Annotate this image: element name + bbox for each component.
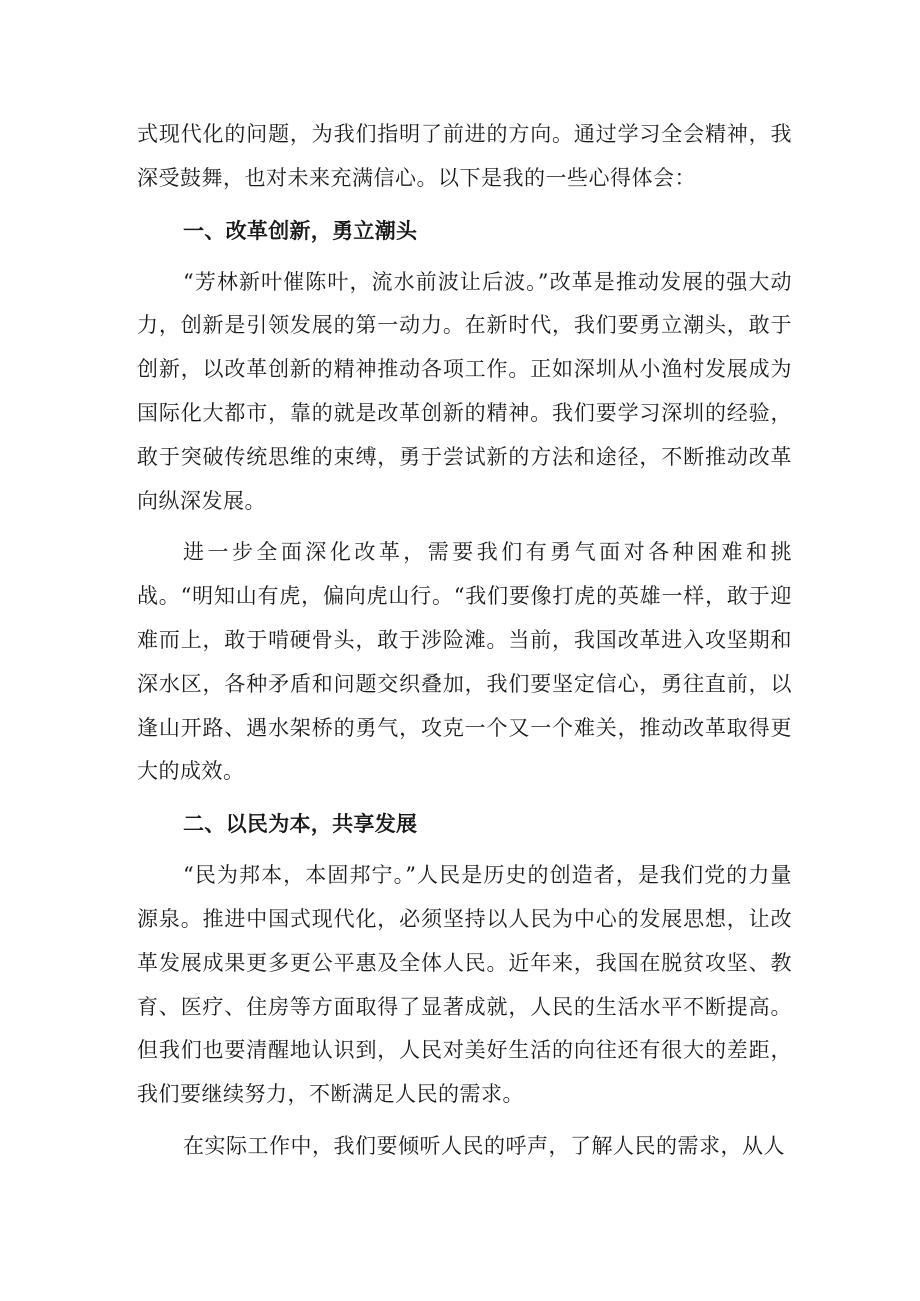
section-heading-2: 二、以民为本，共享发展 [183,812,418,837]
document-body [137,113,792,1169]
paragraph-intro-continued: 式现代化的问题，为我们指明了前进的方向。通过学习全会精神，我深受鼓舞，也对未来充满信心。以下是我的一些心得体会： [137,122,792,190]
paragraph-people-1: “民为邦本，本固邦宁。”人民是历史的创造者，是我们党的力量源泉。推进中国式现代化，必须坚持以人民为中心的发展思想，让改革发展成果更多更公平惠及全体人民。近年来，我国在脱贫攻坚、教育、医疗、住房等方面取得了显著成就，人民的生活水平不断提高。但我们也要清醒地认识到，人民对美好生活的向往还有很大的差距，我们要继续努力，不断满足人民的需求。 [137,863,792,1107]
paragraph-reform-1: “芳林新叶催陈叶，流水前波让后波。”改革是推动发展的强大动力，创新是引领发展的第一动力。在新时代，我们要勇立潮头，敢于创新，以改革创新的精神推动各项工作。正如深圳从小渔村发展成为国际化大都市，靠的就是改革创新的精神。我们要学习深圳的经验，敢于突破传统思维的束缚，勇于尝试新的方法和途径，不断推动改革向纵深发展。 [137,269,792,513]
paragraph-people-2: 在实际工作中，我们要倾听人民的呼声，了解人民的需求，从人 [183,1133,785,1158]
section-heading-1: 一、改革创新，勇立潮头 [183,218,418,243]
paragraph-reform-2: 进一步全面深化改革，需要我们有勇气面对各种困难和挑战。“明知山有虎，偏向虎山行。“我们要像打虎的英雄一样，敢于迎难而上，敢于啃硬骨头，敢于涉险滩。当前，我国改革进入攻坚期和深水区，各种矛盾和问题交织叠加，我们要坚定信心，勇往直前，以逢山开路、遇水架桥的勇气，攻克一个又一个难关，推动改革取得更大的成效。 [137,540,792,784]
